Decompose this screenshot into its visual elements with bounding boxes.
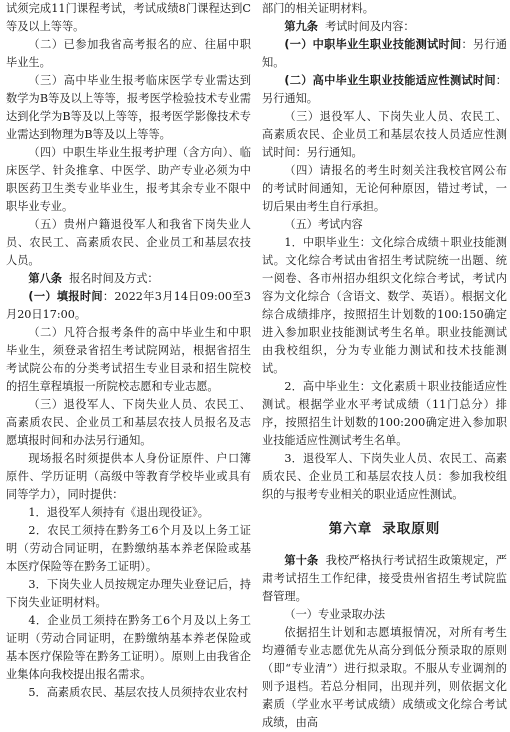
subsection-2-text: ：另行通知。 xyxy=(262,74,507,105)
subsection-1-text: ：另行通知。 xyxy=(262,38,507,69)
fill-time-paragraph xyxy=(6,288,251,324)
list-item: 2．高中毕业生：文化素质＋职业技能适应性测试。根据学业水平考试成绩（11门总分）排序，按照招生计划数的100:200确定进入参加职业技能适应性测试考生名单。 xyxy=(262,380,507,447)
paragraph: （三）退役军人、下岗失业人员、农民工、高素质农民、企业员工和基层农技人员报名及志愿填报时间和办法另行通知。 xyxy=(6,398,251,447)
paragraph: 依据招生计划和志愿填报情况，对所有考生均遵循专业志愿优先从高分到低分预录取的原则（即“专业清”）进行拟录取。不服从专业调剂的则予退档。若总分相同，出现并列，则依据文化素质（学业水平考试成绩）成绩或文化综合考试成绩，由高 xyxy=(262,626,507,729)
paragraph: （三）退役军人、下岗失业人员、农民工、高素质农民、企业员工和基层农技人员适应性测试时间：另行通知。 xyxy=(262,110,507,159)
article-text: 考试时间及内容： xyxy=(325,20,415,33)
chapter-heading xyxy=(262,520,507,538)
subsection-2 xyxy=(262,72,507,108)
paragraph: （五）考试内容 xyxy=(284,218,363,231)
paragraph: （五）贵州户籍退役军人和我省下岗失业人员、农民工、高素质农民、企业员工和基层农技人员。 xyxy=(6,218,251,267)
subsection-2-label: (二）高中毕业生职业技能适应性测试时间 xyxy=(284,74,496,87)
article-label: 第十条 xyxy=(284,554,319,567)
fill-time-label: (一）填报时间 xyxy=(28,290,103,303)
paragraph: （四）请报名的考生时刻关注我校官网公布的考试时间通知，无论何种原因，错过考试，一切后果由考生自行承担。 xyxy=(262,164,507,213)
paragraph: （三）高中毕业生报考临床医学专业需达到数学为B等及以上等等，报考医学检验技术专业需达到化学为B等及以上等等，报考医学影像技术专业需达到物理为B等及以上等等。 xyxy=(6,74,251,141)
paragraph: （二）凡符合报考条件的高中毕业生和中职毕业生，须登录省招生考试院网站，根据省招生考试院公布的分类考试招生专业目录和招生院校的招生章程填报一所院校志愿和专业志愿。 xyxy=(6,326,251,393)
article-label: 第八条 xyxy=(28,272,62,285)
article-8-heading xyxy=(6,270,251,288)
subsection-1-label: (一）中职毕业生职业技能测试时间 xyxy=(284,38,462,51)
list-item: 1．中职毕业生：文化综合成绩＋职业技能测试。文化综合考试由省招生考试院统一出题、统一阅卷、各市州招办组织文化综合考试，考试内容为文化综合（含语文、数学、英语）。根据文化综合成绩排序，按照招生计划数的100:150确定进入参加职业技能测试考生名单。职业技能测试由我校组织，分为专业能力测试和技术技能测试。 xyxy=(262,236,507,375)
list-item: 5．高素质农民、基层农技人员须持农业农村 xyxy=(28,686,249,699)
list-item: 4．企业员工须持在黔务工6个月及以上务工证明（劳动合同证明，在黔缴纳基本养老保险或基本医疗保险等在黔务工证明）。原则上由我省企业集体向我校提出报名需求。 xyxy=(6,614,251,681)
list-item: 3．下岗失业人员按规定办理失业登记后，持下岗失业证明材料。 xyxy=(6,578,251,609)
left-column xyxy=(6,0,251,702)
fill-time-text: ：2022年3月14日09:00至3月20日17:00。 xyxy=(6,290,251,321)
article-9-heading xyxy=(262,18,507,36)
list-item: 3．退役军人、下岗失业人员、农民工、高素质农民、企业员工和基层农技人员：参加我校组织的与报考专业相关的职业适应性测试。 xyxy=(262,452,507,501)
article-10 xyxy=(262,552,507,606)
paragraph: （一）专业录取办法 xyxy=(284,608,386,621)
right-column xyxy=(262,0,507,732)
paragraph: （二）已参加我省高考报名的应、往届中职毕业生。 xyxy=(6,38,251,69)
paragraph: 部门的相关证明材料。 xyxy=(262,2,374,15)
paragraph: （四）中职生毕业生报考护理（含方向）、临床医学、针灸推拿、中医学、助产专业必须为中职医药卫生类专业毕业生，报考其余专业不限中职毕业专业。 xyxy=(6,146,251,213)
article-label: 第九条 xyxy=(284,20,318,33)
subsection-1 xyxy=(262,36,507,72)
chapter-title: 录取原则 xyxy=(382,521,441,537)
list-item: 1．退役军人须持有《退出现役证》。 xyxy=(28,506,209,519)
article-text: 我校严格执行考试招生政策规定，严肃考试招生工作纪律，接受贵州省招生考试院监督管理。 xyxy=(262,554,507,603)
paragraph: 现场报名时须提供本人身份证原件、户口簿原件、学历证明（高级中等教育学校毕业或具有同等学力），同时提供： xyxy=(6,452,251,501)
paragraph: 试须完成11门课程考试，考试成绩8门课程达到C等及以上等等。 xyxy=(6,2,251,33)
list-item: 2．农民工须持在黔务工6个月及以上务工证明（劳动合同证明，在黔缴纳基本养老保险或基本医疗保险等在黔务工证明）。 xyxy=(6,524,251,573)
article-text: 报名时间及方式： xyxy=(69,272,159,285)
chapter-number: 第六章 xyxy=(328,521,373,537)
